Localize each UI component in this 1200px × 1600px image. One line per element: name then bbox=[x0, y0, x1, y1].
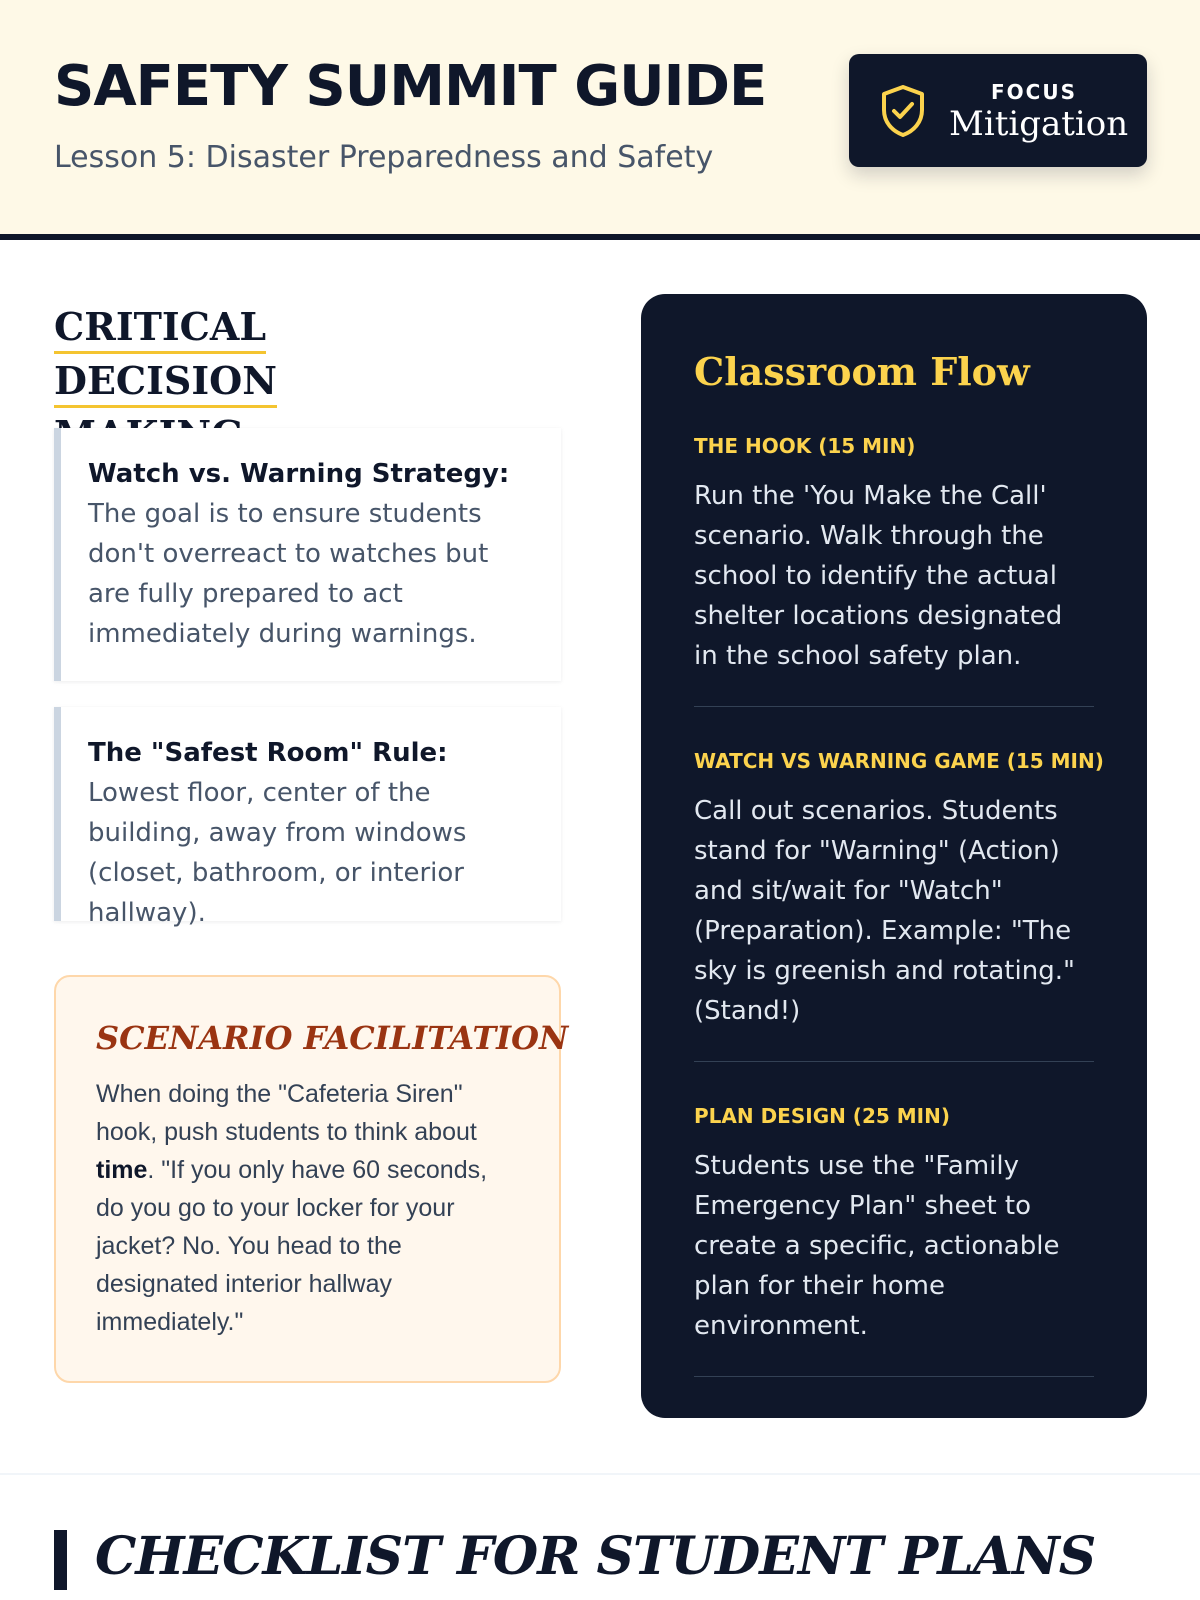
scenario-text bbox=[96, 1075, 519, 1341]
flow-title: Classroom Flow bbox=[694, 349, 1030, 394]
scenario-text-before: When doing the "Cafeteria Siren" hook, push students to think about bbox=[96, 1080, 477, 1146]
note-card-lead: Watch vs. Warning Strategy: bbox=[88, 459, 510, 489]
note-card-lead: The "Safest Room" Rule: bbox=[88, 738, 448, 768]
flow-step-label: PLAN DESIGN (25 MIN) bbox=[694, 1104, 950, 1128]
focus-badge bbox=[849, 54, 1147, 167]
scenario-emphasis: time bbox=[96, 1156, 148, 1184]
flow-step-label: WATCH VS WARNING GAME (15 MIN) bbox=[694, 749, 1104, 773]
note-card-text: The goal is to ensure students don't overreact to watches but are fully prepared to act immediately during warnings. bbox=[88, 499, 489, 649]
scenario-title: SCENARIO FACILITATION bbox=[96, 1019, 569, 1057]
flow-step-label: THE HOOK (15 MIN) bbox=[694, 434, 916, 458]
checklist-accent-bar bbox=[54, 1530, 67, 1590]
scenario-facilitation-box bbox=[54, 975, 569, 1383]
note-card bbox=[54, 707, 561, 928]
focus-label: FOCUS bbox=[991, 80, 1077, 104]
section-divider bbox=[0, 1473, 1200, 1475]
scenario-text-after: . "If you only have 60 seconds, do you go to your locker for your jacket? No. You head to the designated interior hallway immediately." bbox=[96, 1156, 488, 1336]
shield-check-icon bbox=[879, 84, 927, 138]
flow-step bbox=[694, 749, 1104, 1062]
section-heading-text: CRITICAL DECISION bbox=[54, 304, 277, 462]
page-title: SAFETY SUMMIT GUIDE bbox=[54, 54, 767, 119]
checklist-heading: CHECKLIST FOR STUDENT PLANS bbox=[95, 1526, 1096, 1587]
flow-step-body: Run the 'You Make the Call' scenario. Walk through the school to identify the actual shelter locations designated in the school safety plan. bbox=[694, 481, 1063, 671]
flow-step bbox=[694, 1104, 1094, 1377]
page-header bbox=[0, 0, 1200, 240]
note-card-text: Lowest floor, center of the building, away from windows (closet, bathroom, or interior hallway). bbox=[88, 778, 467, 928]
note-card bbox=[54, 428, 561, 681]
page-subtitle: Lesson 5: Disaster Preparedness and Safety bbox=[54, 140, 714, 175]
flow-step bbox=[694, 434, 1094, 707]
focus-value: Mitigation bbox=[949, 104, 1129, 144]
flow-step-body: Call out scenarios. Students stand for "Warning" (Action) and sit/wait for "Watch" (Preparation). Example: "The sky is greenish and rotating." (Stand!) bbox=[694, 796, 1075, 1026]
flow-step-body: Students use the "Family Emergency Plan" sheet to create a specific, actionable plan for their home environment. bbox=[694, 1151, 1060, 1341]
classroom-flow-panel bbox=[641, 294, 1147, 1418]
